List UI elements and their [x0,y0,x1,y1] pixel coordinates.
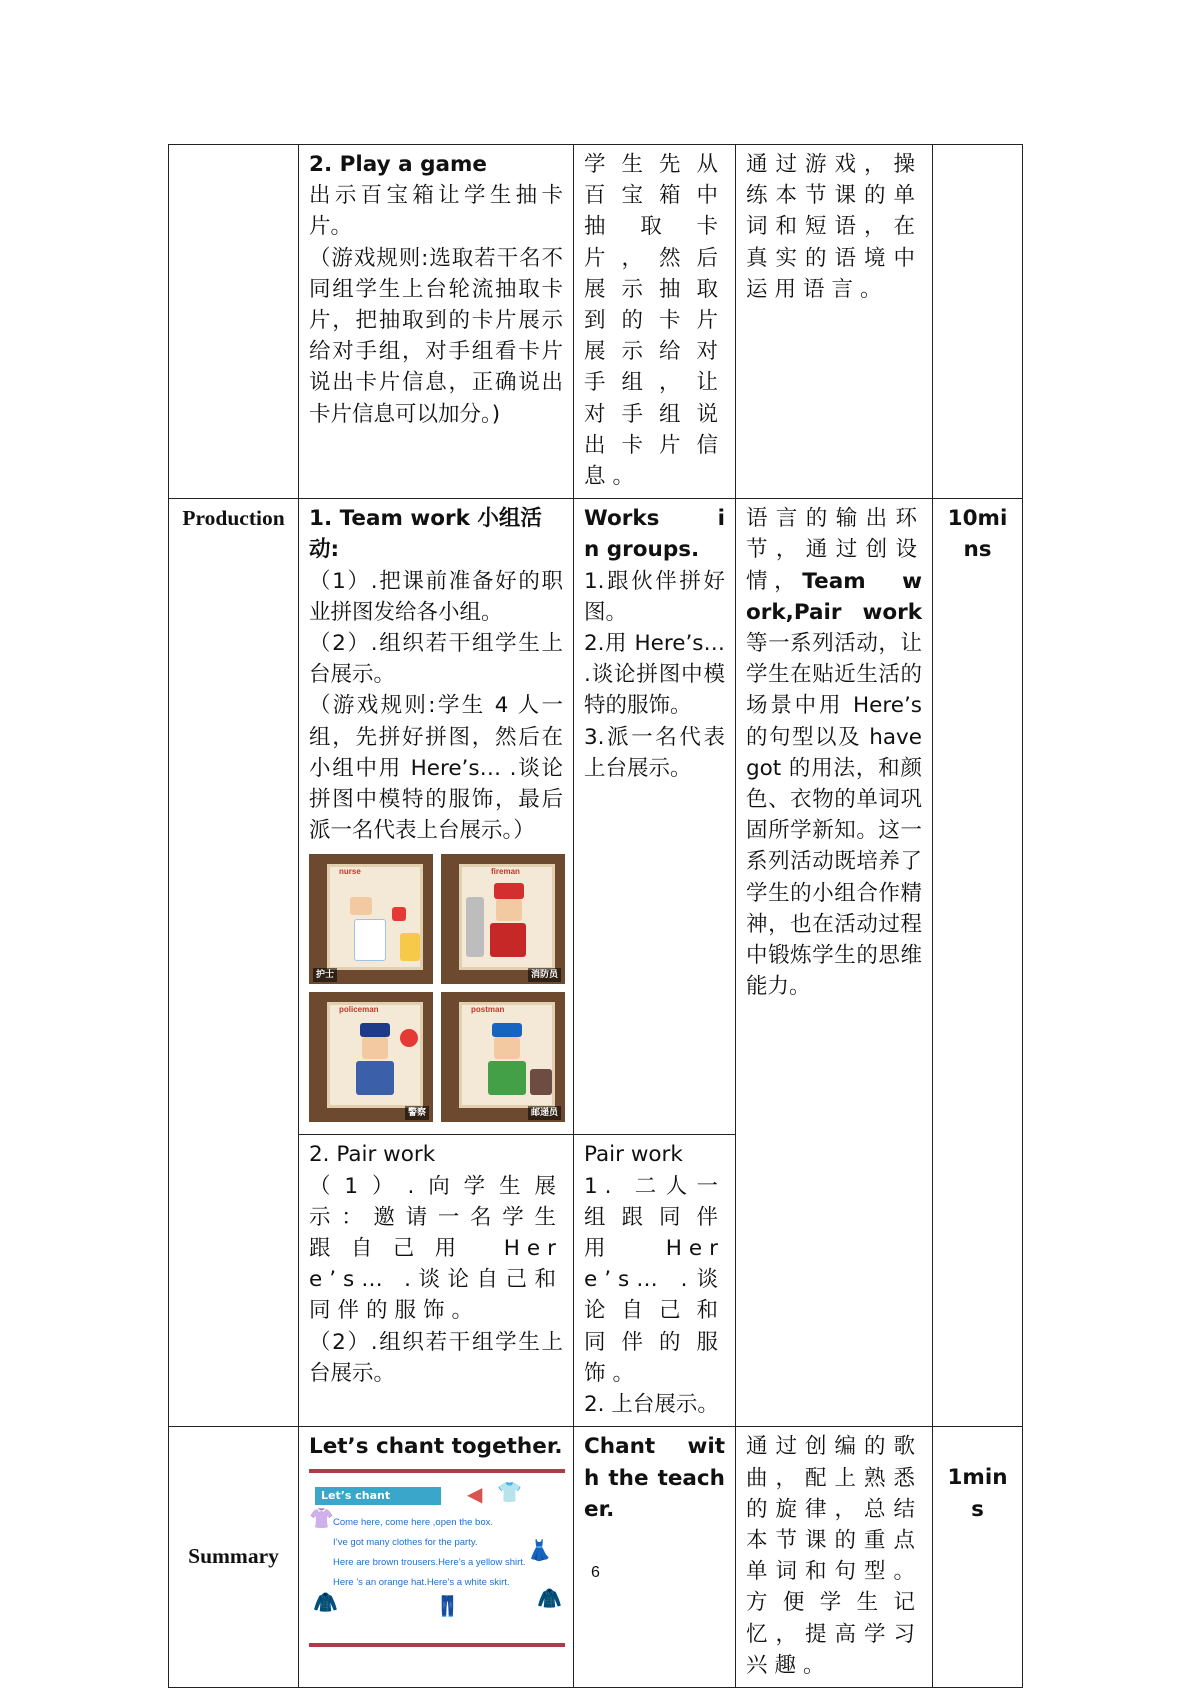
chant-heading: Let’s chant [315,1487,441,1505]
puzzle-label-en: fireman [491,867,520,877]
table-row [169,499,1023,1135]
puzzle-caption: 邮递员 [528,1106,561,1120]
teacher-activity-cell [299,1135,574,1427]
puzzle-caption: 护士 [313,968,337,982]
game-rules-text: （游戏规则:选取若干名不同组学生上台轮流抽取卡片，把抽取到的卡片展示给对手组，对手组看卡片说出卡片信息，正确说出卡片信息可以加分。) [309,245,563,427]
student-activity-cell: 学生先从百宝箱中抽取卡片，然后展示抽取到的卡片展示给对手组，让对手组说出卡片信息。 [574,145,736,499]
teacher-activity-cell [299,145,574,499]
activity-title: 1. Team work 小组活动: [309,506,542,563]
puzzle-label-en: postman [471,1005,505,1015]
coat-icon: 🧥 [537,1585,562,1610]
time-label: 10mins [933,499,1023,1427]
trousers-icon: 👖 [435,1593,460,1618]
activity-item: （1）.向学生展示：邀请一名学生跟自己用 Here’s… .谈论自己和同伴的服饰。 [309,1173,563,1324]
activity-item: （1）.把课前准备好的职业拼图发给各小组。 [309,568,563,625]
postman-puzzle-image [441,992,565,1122]
game-rules-text: （游戏规则:学生 4 人一组，先拼好拼图，然后在小组中用 Here’s… .谈论拼图中模特的服饰，最后派一名代表上台展示。） [309,693,563,844]
student-step: 2.用 Here’s… .谈论拼图中模特的服饰。 [584,631,725,719]
puzzle-image-grid [309,854,563,1122]
jacket-icon: 🧥 [313,1589,338,1614]
fireman-puzzle-image [441,854,565,984]
nurse-puzzle-image [309,854,433,984]
activity-item: （2）.组织若干组学生上台展示。 [309,631,563,688]
activity-title: 2. Play a game [309,152,487,177]
stage-label: Summary [169,1427,299,1688]
student-step: 1.跟伙伴拼好图。 [584,568,725,625]
purpose-cell: 通过创编的歌曲，配上熟悉的旋律，总结本节课的重点单词和句型。方便学生记忆，提高学习兴趣。 [736,1427,933,1688]
purpose-text: 语言的输出环节，通过创设情， [746,506,922,594]
student-activity-head: Works in groups. [584,506,725,563]
time-cell [933,145,1023,499]
chant-line: I’ve got many clothes for the party. [333,1536,478,1548]
stage-label: Production [169,499,299,1427]
activity-title: 2. Pair work [309,1142,436,1168]
student-activity-cell [574,1135,736,1427]
puzzle-label-en: policeman [339,1005,379,1015]
activity-item: （2）.组织若干组学生上台展示。 [309,1329,563,1386]
policeman-puzzle-image [309,992,433,1122]
shirt-icon: 👕 [497,1479,522,1504]
teacher-activity-cell [299,1427,574,1688]
lesson-plan-table [168,144,1023,1688]
activity-title: Let’s chant together. [309,1434,563,1460]
student-activity-cell: Chant with the teacher. [574,1427,736,1688]
speaker-icon: ◀ [467,1481,483,1506]
puzzle-caption: 警察 [405,1106,429,1120]
shirt-outline-icon: 👚 [309,1505,334,1530]
chant-image [309,1469,565,1647]
student-step: 3.派一名代表上台展示。 [584,724,725,781]
teacher-activity-cell [299,499,574,1135]
table-row [169,145,1023,499]
student-step: 1. 二人一组跟同伴用 Here’s… .谈论自己和同伴的服饰。 [584,1173,725,1386]
purpose-cell: 通过游戏，操练本节课的单词和短语，在真实的语境中运用语言。 [736,145,933,499]
student-activity-cell [574,499,736,1135]
purpose-text: 等一系列活动，让学生在贴近生活的场景中用 Here’s 的句型以及 have got 的用法，和颜色、衣物的单词巩固所学新知。这一系列活动既培养了学生的小组合作精神，也在活动过程中锻炼学生的思维能力。 [746,631,922,1000]
student-activity-head: Pair work [584,1142,683,1168]
student-step: 2. 上台展示。 [584,1392,719,1418]
chant-line: Here ’s an orange hat.Here’s a white skirt. [333,1576,510,1588]
page-number: 6 [591,1564,600,1581]
purpose-bold-text: Team work,Pair work [746,568,922,625]
stage-cell [169,145,299,499]
purpose-cell [736,499,933,1427]
time-label: 1mins [947,1465,1008,1522]
puzzle-label-en: nurse [339,867,361,877]
activity-text: 出示百宝箱让学生抽卡片。 [309,183,563,240]
dress-icon: 👗 [527,1537,552,1562]
puzzle-caption: 消防员 [528,968,561,982]
chant-line: Come here, come here ,open the box. [333,1516,494,1528]
chant-line: Here are brown trousers.Here’s a yellow shirt. [333,1556,526,1568]
table-row [169,1427,1023,1688]
time-cell [933,1427,1023,1688]
